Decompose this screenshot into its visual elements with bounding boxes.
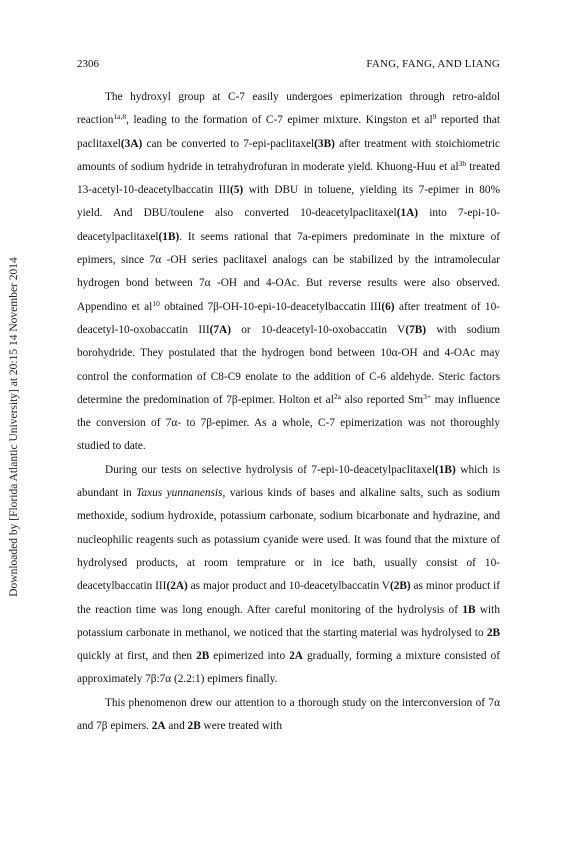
- text-run: , various kinds of bases and alkaline salts, such as sodium methoxide, sodium hydroxide, potassium carbonate, sodium bicarbonate and hydrazine, and nucleophilic reagents such as potassium cyanide were used. It was found that the mixture of hydrolysed products, at room temprature or in ice bath, usually consist of 10-deacetylbaccatin III: [77, 487, 500, 593]
- citation-superscript: 3+: [423, 391, 432, 401]
- article-body: [77, 86, 500, 738]
- text-run: . It seems rational that 7a-epimers predominate in the mixture of epimers, since 7α -OH series paclitaxel analogs can be stabilized by the intramolecular hydrogen bond between 7α -OH and 4-OAc. But reverse results were also observed. Appendino et al: [77, 230, 500, 313]
- text-run: and: [165, 720, 188, 733]
- text-run: quickly at first, and then: [77, 650, 197, 663]
- text-run: also reported Sm: [340, 393, 424, 406]
- paragraph: [77, 692, 500, 739]
- paragraph: [77, 86, 500, 459]
- text-run: , leading to the formation of C-7 epimer mixture. Kingston et al: [126, 114, 433, 127]
- text-run: into 7-epi-10-deacetylpaclitaxel: [77, 207, 501, 243]
- text-run: treated 13-acetyl-10-deacetylbaccatin III: [77, 160, 500, 197]
- species-name: Taxus yunnanensis: [136, 487, 223, 500]
- compound-label: 2B: [196, 650, 210, 663]
- text-run: with potassium carbonate in methanol, we noticed that the starting material was hydrolysed to: [77, 603, 500, 639]
- compound-label: 2B: [187, 720, 201, 733]
- compound-label: (7A): [209, 323, 231, 336]
- text-run: obtained 7β-OH-10-epi-10-deacetylbaccatin III: [159, 300, 382, 313]
- running-head: FANG, FANG, AND LIANG: [366, 58, 500, 70]
- compound-label: (2B): [389, 580, 411, 593]
- citation-superscript: 1a,8: [113, 112, 127, 122]
- text-run: which is abundant in: [77, 463, 500, 500]
- text-run: after treatment with stoichiometric amounts of sodium hydride in tetrahydrofuran in moderate yield. Khuong-Huu et al: [77, 137, 500, 173]
- page-header: [77, 58, 500, 72]
- download-sidebar: [0, 0, 26, 864]
- text-run: as major product and 10-deacetylbaccatin V: [187, 580, 390, 593]
- text-run: This phenomenon drew our attention to a thorough study on the interconversion of 7α and 7β epimers.: [77, 696, 500, 733]
- citation-superscript: 3b: [458, 158, 467, 168]
- citation-superscript: 2a: [333, 391, 341, 401]
- text-run: with DBU in toluene, yielding its 7-epimer in 80% yield. And DBU/toulene also converted 10-deacetylpaclitaxel: [77, 184, 500, 220]
- text-run: after treatment of 10-deacetyl-10-oxobaccatin III: [77, 300, 500, 336]
- text-run: gradually, forming a mixture consisted of approximately 7β:7α (2.2:1) epimers finally.: [77, 650, 500, 686]
- download-note: Downloaded by [Florida Atlantic University] at 20:15 14 November 2014: [8, 257, 20, 597]
- compound-label: (1A): [396, 207, 419, 220]
- compound-label: (3B): [314, 137, 335, 150]
- text-run: reported that paclitaxel: [77, 114, 500, 150]
- compound-label: (6): [381, 300, 395, 313]
- text-run: or 10-deacetyl-10-oxobaccatin V: [230, 323, 406, 336]
- text-run: During our tests on selective hydrolysis of 7-epi-10-deacetylpaclitaxel: [105, 463, 435, 476]
- compound-label: 2A: [151, 720, 166, 733]
- paragraph: [77, 459, 500, 692]
- text-run: were treated with: [200, 720, 282, 733]
- compound-label: 2B: [486, 626, 500, 639]
- compound-label: 1B: [462, 603, 476, 616]
- compound-label: (3A): [120, 137, 143, 150]
- compound-label: (7B): [405, 323, 427, 336]
- text-run: as minor product if the reaction time was long enough. After careful monitoring of the hydrolysis of: [77, 580, 500, 616]
- text-run: may influence the conversion of 7α- to 7β-epimer. As a whole, C-7 epimerization was not thoroughly studied to date.: [77, 393, 500, 453]
- citation-superscript: 10: [152, 298, 160, 308]
- citation-superscript: 9: [432, 112, 437, 122]
- compound-label: 2A: [289, 650, 303, 663]
- compound-label: (1B): [158, 230, 180, 243]
- text-run: with sodium borohydride. They postulated that the hydrogen bond between 10α-OH and 4-OAc may control the conformation of C8-C9 enolate to the addition of C-6 aldehyde. Steric factors determine the predomination of 7β-epimer. Holton et al: [77, 323, 500, 406]
- text-run: can be converted to 7-epi-paclitaxel: [142, 137, 315, 150]
- text-run: epimerized into: [209, 650, 290, 663]
- compound-label: (5): [229, 184, 244, 197]
- page-number: 2306: [77, 58, 99, 70]
- text-run: The hydroxyl group at C-7 easily undergoes epimerization through retro-aldol reaction: [77, 91, 500, 127]
- compound-label: (1B): [435, 463, 456, 476]
- compound-label: (2A): [166, 580, 188, 593]
